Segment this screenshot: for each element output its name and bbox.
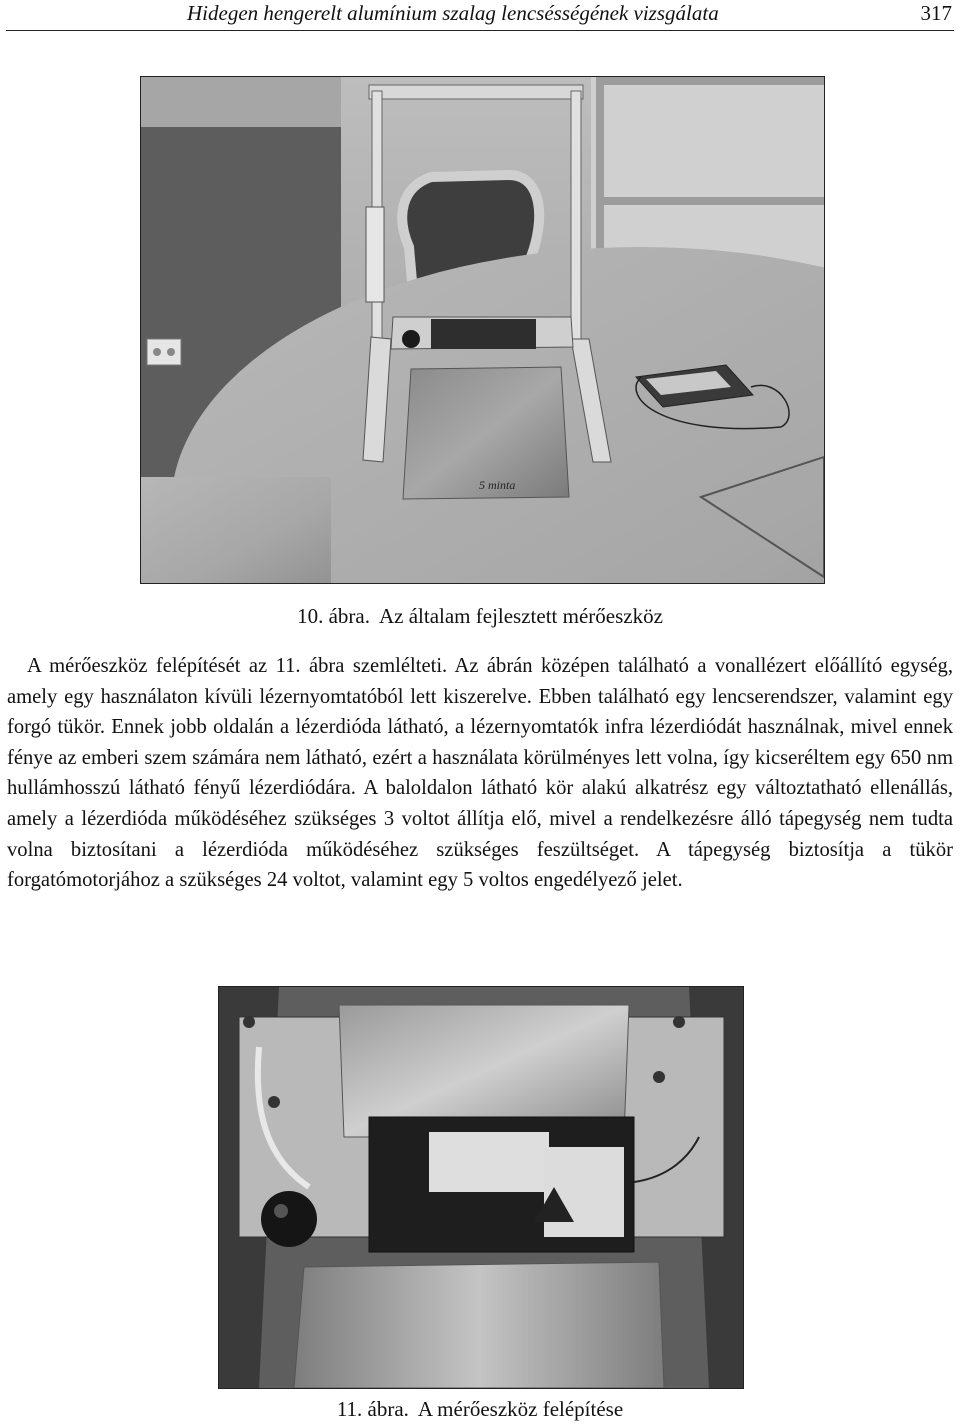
figure-10-caption-text: Az általam fejlesztett mérőeszköz [378, 604, 663, 628]
figure-10-photo [140, 76, 825, 584]
header-rule [6, 30, 954, 31]
figure-10-number: 10. ábra. [297, 604, 370, 628]
measuring-device-photo [141, 77, 824, 583]
svg-text:5 minta: 5 minta [479, 478, 516, 492]
figure-11-caption [0, 1397, 960, 1422]
running-title: Hidegen hengerelt alumínium szalag lencsésségének vizsgálata [187, 1, 719, 25]
figure-11-number: 11. ábra. [336, 1397, 409, 1421]
figure-11-caption-text: A mérőeszköz felépítése [417, 1397, 624, 1421]
figure-10-caption [0, 604, 960, 629]
running-header [0, 0, 960, 34]
figure-11-photo [218, 986, 744, 1389]
paragraph-text: A mérőeszköz felépítését az 11. ábra szemlélteti. Az ábrán középen található a vonallézert előállító egység, amely egy használaton kívüli lézernyomtatóból lett kiszerelve. Ebben található egy lencserendszer, valamint egy forgó tükör. Ennek jobb oldalán a lézerdióda látható, a lézernyomtatók infra lézerdiódát használnak, mivel ennek fénye az emberi szem számára nem látható, ezért a használata körülményes lett volna, így kicseréltem egy 650 nm hullámhosszú látható fényű lézerdiódára. A baloldalon látható kör alakú alkatrész egy változtatható ellenállás, amely a lézerdióda működéséhez szükséges 3 voltot állítja elő, mivel a rendelkezésre álló tápegység nem tudta volna biztosítani a lézerdióda működéséhez szükséges feszültséget. A tápegység biztosítja a tükör forgatómotorjához a szükséges 24 voltot, valamint egy 5 voltos engedélyező jelet. [7, 655, 953, 892]
body-paragraph [7, 651, 953, 896]
device-structure-photo [219, 987, 743, 1388]
page-number: 317 [920, 1, 952, 25]
